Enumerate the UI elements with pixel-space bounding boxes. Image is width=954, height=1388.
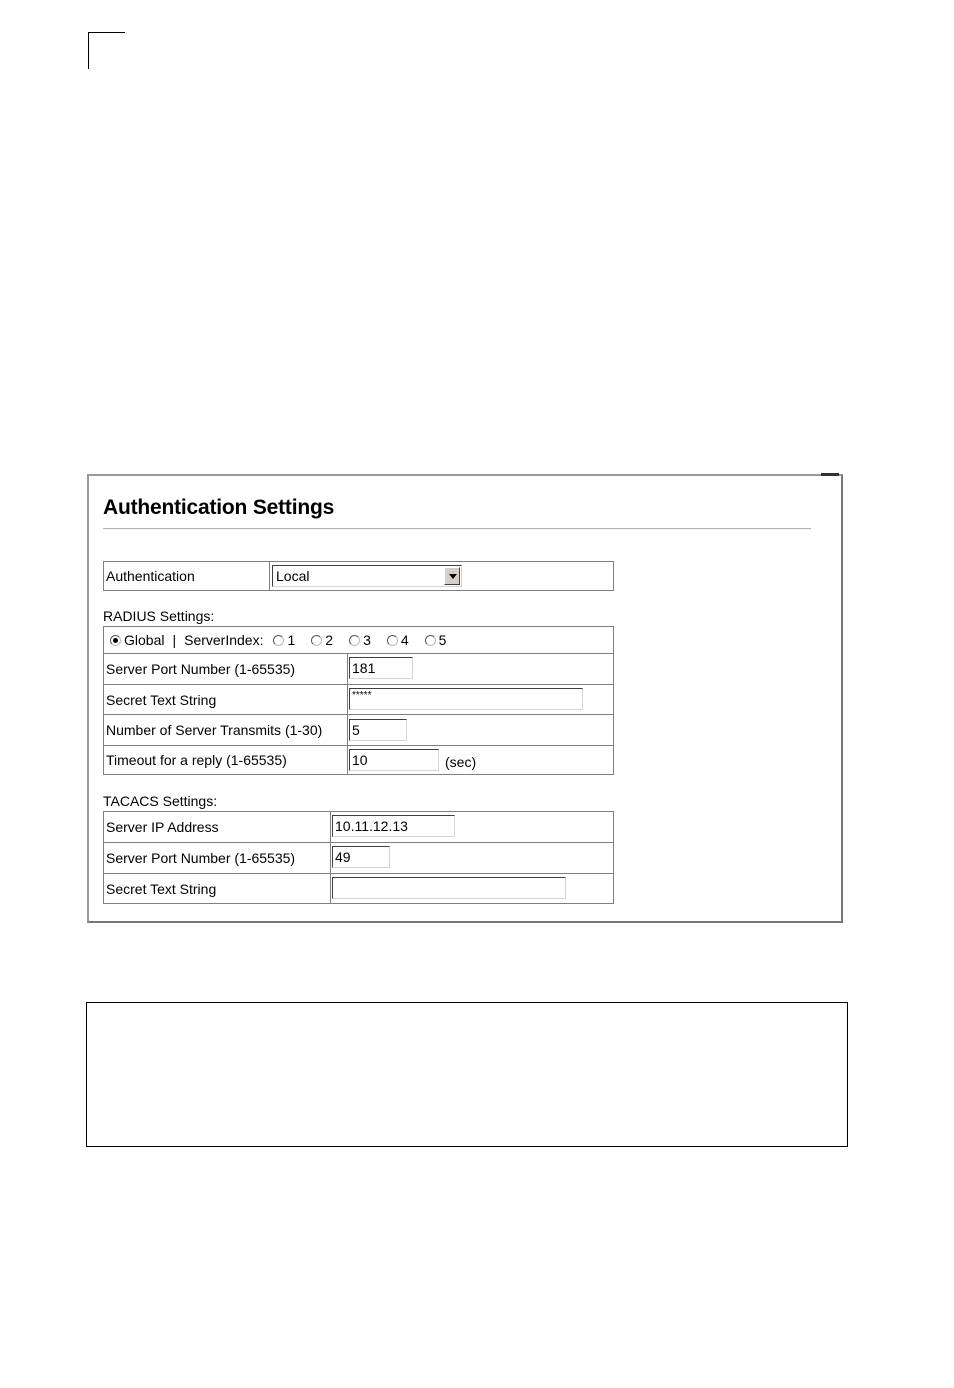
radius-secret-cell — [348, 685, 613, 714]
radio-index-4[interactable] — [387, 632, 409, 648]
radio-unchecked-icon — [311, 635, 322, 646]
radio-separator: | — [172, 632, 177, 648]
radio-index-label: 5 — [438, 632, 447, 648]
authentication-value-cell — [270, 562, 613, 590]
note-box — [86, 1002, 848, 1147]
radio-index-label: 4 — [400, 632, 409, 648]
tacacs-port-input-control[interactable] — [335, 847, 387, 867]
tacacs-ip-cell — [331, 812, 613, 842]
page-corner-mark — [88, 32, 125, 69]
authentication-settings-panel — [87, 474, 843, 923]
chevron-down-icon[interactable] — [444, 567, 460, 585]
radius-index-radio-group — [110, 627, 446, 653]
tacacs-section-label: TACACS Settings: — [103, 793, 218, 809]
radio-index-3[interactable] — [349, 632, 371, 648]
radio-index-2[interactable] — [311, 632, 333, 648]
radio-unchecked-icon — [273, 635, 284, 646]
tacacs-port-input[interactable] — [332, 846, 390, 868]
radius-port-input[interactable] — [349, 657, 413, 679]
authentication-selected-value: Local — [276, 568, 310, 584]
radio-unchecked-icon — [387, 635, 398, 646]
tacacs-secret-cell — [331, 874, 613, 903]
radius-transmits-cell — [348, 715, 613, 745]
radius-port-row — [104, 653, 613, 684]
tacacs-table — [103, 811, 614, 904]
tacacs-port-label: Server Port Number (1-65535) — [104, 843, 331, 873]
frame-notch — [821, 473, 839, 476]
radio-unchecked-icon — [425, 635, 436, 646]
tacacs-secret-label: Secret Text String — [104, 874, 331, 903]
radio-index-1[interactable] — [273, 632, 295, 648]
radio-global[interactable] — [110, 632, 164, 648]
server-index-label: ServerIndex: — [184, 632, 264, 648]
tacacs-port-cell — [331, 843, 613, 873]
authentication-table — [103, 561, 614, 591]
radio-index-label: 2 — [325, 632, 334, 648]
radius-port-label: Server Port Number (1-65535) — [104, 654, 348, 684]
radius-timeout-input[interactable] — [349, 749, 439, 771]
radius-timeout-input-control[interactable] — [352, 750, 436, 770]
radius-section-label: RADIUS Settings: — [103, 608, 215, 624]
radio-unchecked-icon — [349, 635, 360, 646]
title-divider — [103, 528, 811, 530]
radio-index-label: 1 — [287, 632, 296, 648]
page-title: Authentication Settings — [103, 496, 335, 519]
tacacs-secret-input-control[interactable] — [335, 878, 563, 898]
radius-secret-label: Secret Text String — [104, 685, 348, 714]
radio-index-label: 3 — [363, 632, 371, 648]
radius-timeout-label: Timeout for a reply (1-65535) — [104, 746, 348, 774]
radio-index-5[interactable] — [425, 632, 447, 648]
tacacs-secret-input[interactable] — [332, 877, 566, 899]
tacacs-ip-input[interactable] — [332, 815, 455, 837]
authentication-row — [104, 562, 613, 590]
authentication-select[interactable] — [272, 565, 462, 587]
radius-timeout-cell — [348, 746, 613, 774]
radius-timeout-row — [104, 745, 613, 774]
radius-port-input-control[interactable] — [352, 658, 410, 678]
authentication-label: Authentication — [104, 562, 270, 590]
radius-port-cell — [348, 654, 613, 684]
radius-transmits-label: Number of Server Transmits (1-30) — [104, 715, 348, 745]
tacacs-ip-row — [104, 812, 613, 842]
radio-global-label: Global — [124, 632, 165, 648]
radius-server-index-row — [104, 627, 613, 653]
tacacs-port-row — [104, 842, 613, 873]
tacacs-secret-row — [104, 873, 613, 903]
radius-table — [103, 626, 614, 775]
radius-transmits-input-control[interactable] — [352, 720, 404, 740]
tacacs-ip-input-control[interactable] — [335, 816, 452, 836]
radio-checked-icon — [110, 635, 121, 646]
tacacs-ip-label: Server IP Address — [104, 812, 331, 842]
timeout-unit: (sec) — [445, 754, 477, 770]
radius-transmits-input[interactable] — [349, 719, 407, 741]
radius-transmits-row — [104, 714, 613, 745]
radius-secret-row — [104, 684, 613, 714]
radius-secret-input[interactable]: ***** — [349, 688, 583, 710]
